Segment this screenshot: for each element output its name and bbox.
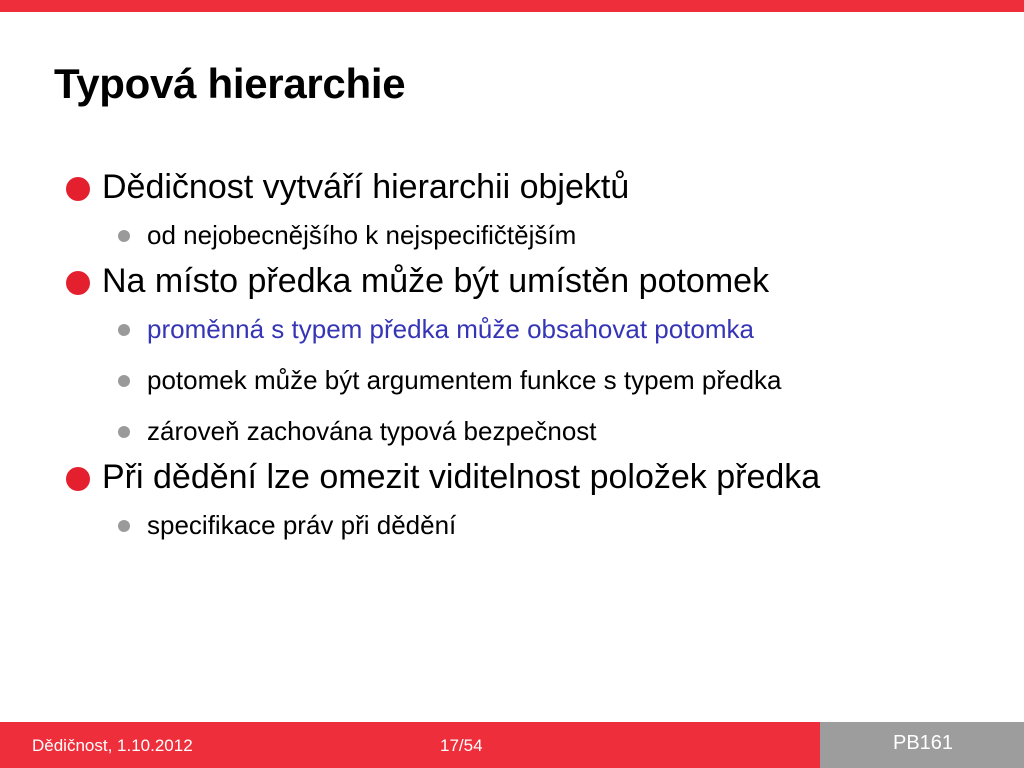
- page-number: 17/54: [440, 736, 483, 755]
- sub-bullet-item: [66, 413, 1016, 449]
- grey-bullet-icon: [118, 520, 130, 532]
- sub-bullet-item: [66, 217, 1016, 253]
- sub-bullet-text: specifikace práv při dědění: [147, 510, 457, 540]
- slide-title: Typová hierarchie: [54, 60, 406, 107]
- red-bullet-icon: [66, 177, 90, 201]
- sub-bullet-text: od nejobecnějšího k nejspecifičtějším: [147, 220, 577, 250]
- sub-bullet-text: potomek může být argumentem funkce s typem předka: [147, 365, 782, 395]
- sub-bullet-text: proměnná s typem předka může obsahovat potomka: [147, 314, 755, 344]
- top-accent-bar: [0, 0, 1024, 12]
- bullet-item-visibility: [66, 455, 1016, 499]
- sub-bullet-item: [66, 362, 1016, 398]
- grey-bullet-icon: [118, 324, 130, 336]
- grey-bullet-icon: [118, 375, 130, 387]
- sub-bullet-item: [66, 507, 1016, 543]
- grey-bullet-icon: [118, 230, 130, 242]
- red-bullet-icon: [66, 271, 90, 295]
- bullet-text: Při dědění lze omezit viditelnost položek předka: [102, 458, 821, 496]
- slide-content: [66, 165, 1016, 543]
- course-code: PB161: [893, 732, 954, 754]
- red-bullet-icon: [66, 467, 90, 491]
- bullet-text: Na místo předka může být umístěn potomek: [102, 262, 770, 300]
- bullet-item-substitution: [66, 259, 1016, 303]
- footer-left-panel: [0, 722, 820, 768]
- slide-footer: [0, 722, 1024, 768]
- grey-bullet-icon: [118, 426, 130, 438]
- sub-bullet-text: zároveň zachována typová bezpečnost: [147, 416, 597, 446]
- bullet-text: Dědičnost vytváří hierarchii objektů: [102, 168, 630, 206]
- footer-right-panel: [820, 722, 1024, 768]
- footer-topic-date: Dědičnost, 1.10.2012: [32, 736, 193, 755]
- bullet-item-inheritance: [66, 165, 1016, 209]
- sub-bullet-item-highlighted: [66, 311, 1016, 347]
